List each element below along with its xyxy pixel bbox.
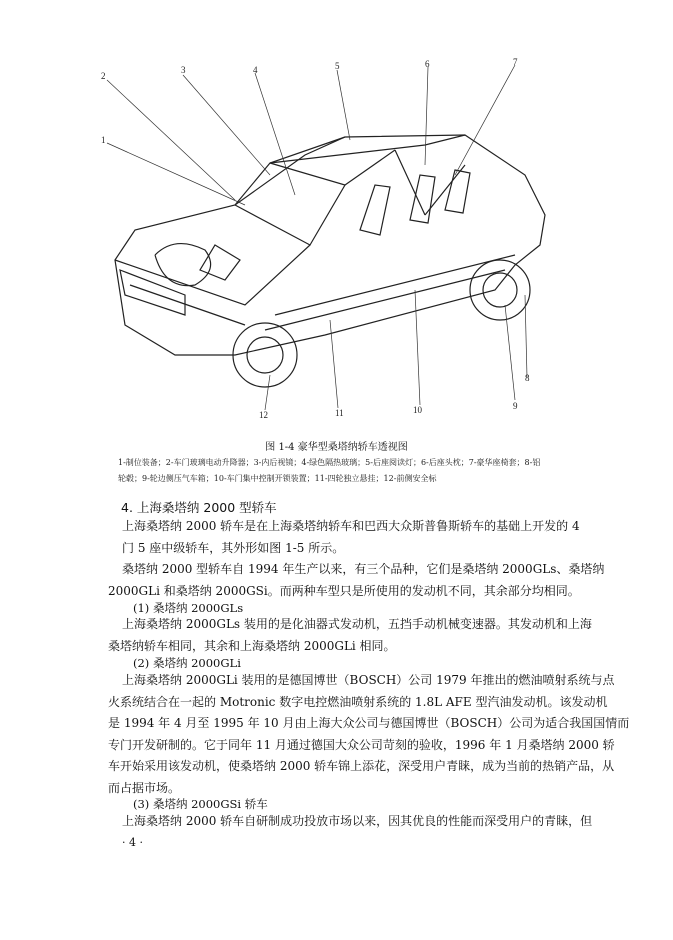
car-perspective-figure: [95, 55, 550, 430]
callout-4: 4: [253, 65, 258, 75]
text-line: 车开始采用该发动机，使桑塔纳 2000 轿车锦上添花，深受用户青睐，成为当前的热销产品，从: [108, 759, 615, 773]
subheading-gsi: (3) 桑塔纳 2000GSi 轿车: [133, 797, 268, 811]
paragraph-3: [108, 614, 598, 657]
legend-line: 1-制位装备；2-车门玻璃电动升降器；3-内后视镜；4-绿色隔热玻璃；5-后座阅读灯；6-后座头枕；7-豪华座椅套；8-铝: [118, 458, 541, 467]
text-line: 而占据市场。: [108, 780, 181, 795]
text-line: 上海桑塔纳 2000 轿车自研制成功投放市场以来，因其优良的性能而深受用户的青睐，但: [122, 814, 593, 828]
callout-12: 12: [259, 410, 268, 420]
callout-11: 11: [335, 408, 344, 418]
text-line: 上海桑塔纳 2000GLs 装用的是化油器式发动机，五挡手动机械变速器。其发动机和上海: [122, 617, 592, 631]
callout-9: 9: [513, 401, 518, 411]
section-title: 4. 上海桑塔纳 2000 型轿车: [121, 500, 277, 515]
paragraph-4: [108, 670, 630, 799]
callout-7: 7: [513, 57, 518, 67]
callout-2: 2: [101, 71, 106, 81]
callout-6: 6: [425, 59, 430, 69]
text-line: 上海桑塔纳 2000 轿车是在上海桑塔纳轿车和巴西大众斯普鲁斯轿车的基础上开发的 4: [122, 519, 580, 533]
text-line: 专门开发研制的。它于同年 11 月通过德国大众公司苛刻的验收，1996 年 1 月桑塔纳 2000 轿: [108, 737, 615, 752]
paragraph-1: [122, 516, 598, 559]
text-line: 是 1994 年 4 月至 1995 年 10 月由上海大众公司与德国博世（BOSCH）公司为适合我国国情而: [108, 716, 630, 730]
subheading-gls: (1) 桑塔纳 2000GLs: [133, 601, 244, 615]
text-line: 桑塔纳轿车相同，其余和上海桑塔纳 2000GLi 相同。: [108, 638, 396, 653]
callout-10: 10: [413, 405, 422, 415]
figure-legend: [118, 455, 554, 487]
text-line: 门 5 座中级轿车，其外形如图 1-5 所示。: [122, 540, 345, 555]
figure-caption: 图 1-4 豪华型桑塔纳轿车透视图: [265, 442, 408, 453]
page-number: · 4 ·: [122, 836, 143, 849]
text-line: 火系统结合在一起的 Motronic 数字电控燃油喷射系统的 1.8L AFE 型汽油发动机。该发动机: [108, 694, 608, 709]
text-line: 桑塔纳 2000 型轿车自 1994 年生产以来，有三个品种，它们是桑塔纳 2000GLs、桑塔纳: [122, 562, 605, 576]
text-line: 2000GLi 和桑塔纳 2000GSi。而两种车型只是所使用的发动机不同，其余部分均相同。: [108, 583, 580, 598]
callout-5: 5: [335, 61, 340, 71]
paragraph-5: [122, 811, 598, 833]
text-line: 上海桑塔纳 2000GLi 装用的是德国博世（BOSCH）公司 1979 年推出的燃油喷射系统与点: [122, 673, 615, 687]
callout-3: 3: [181, 65, 186, 75]
legend-line: 轮毂；9-轮边侧压气车箱；10-车门集中控制开锁装置；11-四轮独立悬挂；12-前侧安全标: [118, 474, 437, 483]
subheading-gli: (2) 桑塔纳 2000GLi: [133, 656, 241, 670]
car-drawing: [95, 55, 550, 430]
paragraph-2: [108, 559, 605, 602]
callout-8: 8: [525, 373, 530, 383]
callout-1: 1: [101, 135, 106, 145]
